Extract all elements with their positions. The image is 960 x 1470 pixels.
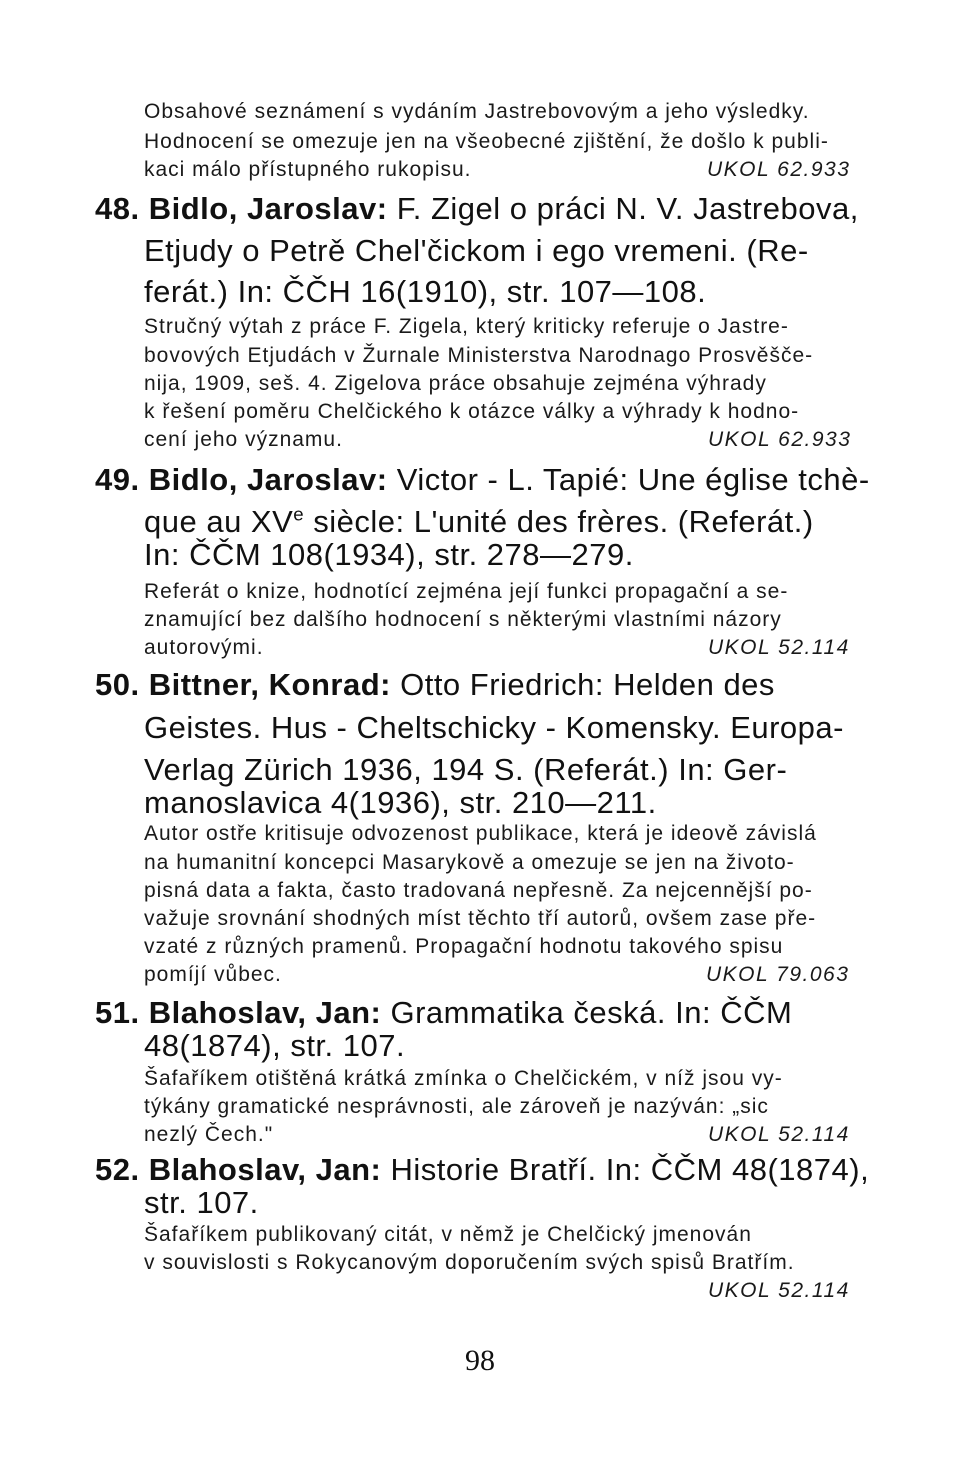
entry-52-annotation-2: v souvislosti s Rokycanovým doporučením svých spisů Bratřím. [144, 1251, 795, 1274]
entry-title: Victor - L. Tapié: Une église tchè- [396, 462, 870, 497]
entry-49-annotation-1: Referát o knize, hodnotící zejména její funkci propagační a se- [144, 580, 789, 603]
entry-title: Historie Bratří. In: ČČM 48(1874), [390, 1152, 870, 1187]
entry-author: Blahoslav, Jan: [148, 1152, 382, 1187]
entry-48-annotation-4: k řešení poměru Chelčického k otázce války a výhrady k hodno- [144, 400, 800, 423]
entry-number: 50. [95, 667, 140, 702]
entry-49-title-line-3: In: ČČM 108(1934), str. 278—279. [144, 537, 634, 572]
entry-title-part: que au XV [144, 504, 294, 539]
entry-title: F. Zigel o práci N. V. Jastrebova, [396, 191, 859, 226]
entry-50-annotation-3: pisná data a fakta, často tradovaná nepřesně. Za nejcennější po- [144, 879, 813, 902]
entry-51-ukol: UKOL 52.114 [708, 1123, 850, 1146]
entry-number: 51. [95, 995, 140, 1030]
entry-49-annotation-3: autorovými. [144, 636, 264, 659]
entry-52-heading [95, 1152, 869, 1188]
entry-number: 49. [95, 462, 140, 497]
entry-50-title-line-4: manoslavica 4(1936), str. 210—211. [144, 785, 657, 820]
entry-48-annotation-3: nija, 1909, seš. 4. Zigelova práce obsahuje zejména výhrady [144, 372, 767, 395]
intro-line-1: Obsahové seznámení s vydáním Jastrebovovým a jeho výsledky. [144, 100, 810, 123]
entry-52-ukol: UKOL 52.114 [708, 1279, 850, 1302]
intro-ukol: UKOL 62.933 [707, 158, 851, 181]
century-superscript: e [293, 503, 305, 525]
entry-51-heading [95, 995, 792, 1031]
entry-50-ukol: UKOL 79.063 [706, 963, 850, 986]
entry-author: Blahoslav, Jan: [148, 995, 382, 1030]
entry-author: Bittner, Konrad: [148, 667, 391, 702]
entry-50-heading [95, 667, 775, 703]
entry-51-annotation-2: týkány gramatické nesprávnosti, ale zároveň je nazýván: „sic [144, 1095, 769, 1118]
entry-51-annotation-3: nezlý Čech." [144, 1123, 274, 1146]
entry-48-annotation-1: Stručný výtah z práce F. Zigela, který kriticky referuje o Jastre- [144, 315, 789, 338]
entry-50-title-line-3: Verlag Zürich 1936, 194 S. (Referát.) In: Ger- [144, 752, 788, 787]
entry-48-title-line-3: ferát.) In: ČČH 16(1910), str. 107—108. [144, 274, 707, 309]
entry-48-heading [95, 191, 859, 227]
intro-line-2: Hodnocení se omezuje jen na všeobecné zjištění, že došlo k publi- [144, 130, 829, 153]
entry-title-part: siècle: L'unité des frères. (Referát.) [304, 504, 814, 539]
entry-48-title-line-2: Etjudy o Petrě Chel'čickom i ego vremeni. (Re- [144, 233, 809, 268]
entry-48-ukol: UKOL 62.933 [708, 428, 852, 451]
entry-52-title-line-2: str. 107. [144, 1185, 259, 1220]
entry-52-annotation-1: Šafaříkem publikovaný citát, v němž je Chelčický jmenován [144, 1223, 752, 1246]
entry-48-annotation-2: bovových Etjudách v Žurnale Ministerstva Narodnago Prosvěšče- [144, 344, 814, 367]
entry-50-annotation-6: pomíjí vůbec. [144, 963, 282, 986]
entry-51-annotation-1: Šafaříkem otištěná krátká zmínka o Chelčickém, v níž jsou vy- [144, 1067, 783, 1090]
entry-author: Bidlo, Jaroslav: [148, 462, 388, 497]
entry-number: 48. [95, 191, 140, 226]
entry-49-ukol: UKOL 52.114 [708, 636, 850, 659]
entry-49-title-line-2 [144, 504, 814, 540]
entry-48-annotation-5: cení jeho významu. [144, 428, 343, 451]
entry-51-title-line-2: 48(1874), str. 107. [144, 1028, 406, 1063]
entry-50-annotation-2: na humanitní koncepci Masarykově a omezuje se jen na životo- [144, 851, 795, 874]
entry-50-annotation-4: važuje srovnání shodných míst těchto tří autorů, ovšem zase pře- [144, 907, 817, 930]
entry-title: Otto Friedrich: Helden des [400, 667, 775, 702]
entry-49-annotation-2: znamující bez dalšího hodnocení s některými vlastními názory [144, 608, 782, 631]
entry-author: Bidlo, Jaroslav: [148, 191, 388, 226]
entry-50-annotation-1: Autor ostře kritisuje odvozenost publikace, která je ideově závislá [144, 822, 817, 845]
entry-49-heading [95, 462, 870, 498]
entry-50-title-line-2: Geistes. Hus - Cheltschicky - Komensky. Europa- [144, 710, 844, 745]
entry-number: 52. [95, 1152, 140, 1187]
page-number: 98 [465, 1344, 495, 1377]
intro-line-3: kaci málo přístupného rukopisu. [144, 158, 472, 181]
entry-title: Grammatika česká. In: ČČM [390, 995, 793, 1030]
entry-50-annotation-5: vzaté z různých pramenů. Propagační hodnotu takového spisu [144, 935, 784, 958]
